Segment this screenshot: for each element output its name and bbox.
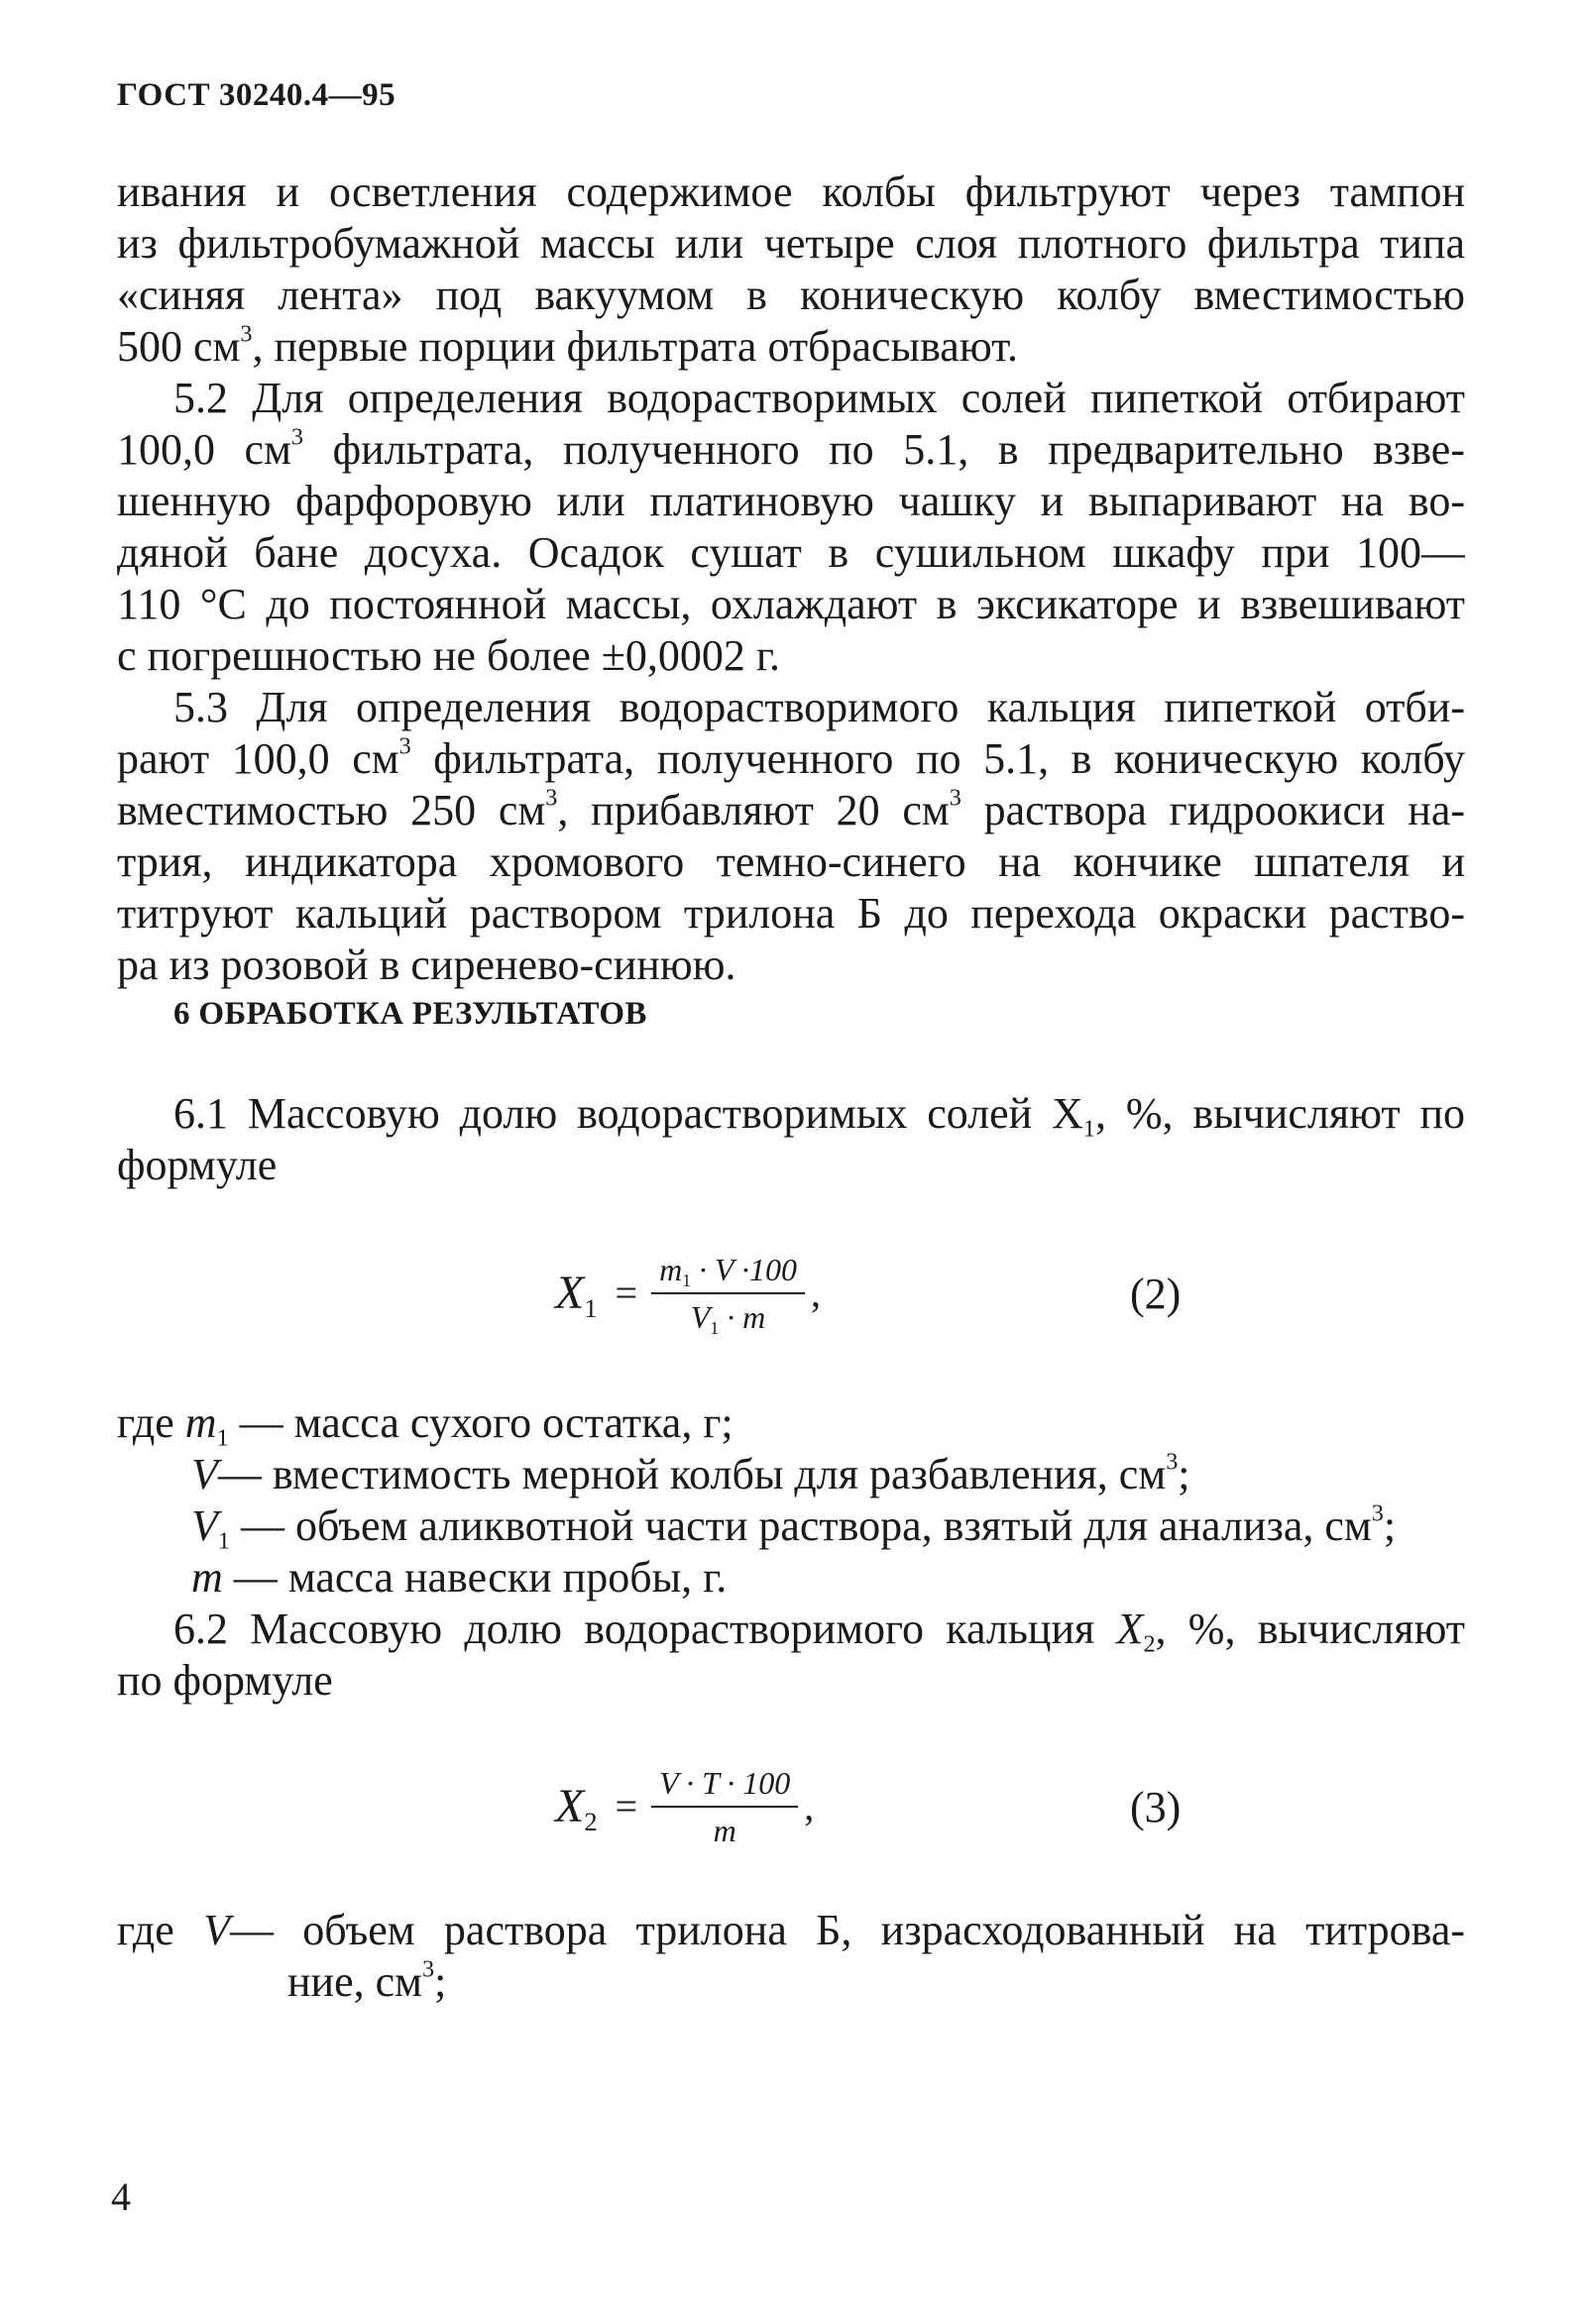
p52-line-2: 100,0 $см^3$ фильтрата, полученного по 5.1, в предварительно взве- (117, 424, 1465, 474)
formula-2-number: (2) (1130, 1270, 1182, 1318)
p52-line-1: 5.2 Для определения водорастворимых солей пипеткой отбирают (173, 374, 1465, 422)
p53-line-6: ра из розовой в сиренево-синюю. (117, 941, 736, 989)
formula-3: $X_2$ = $\frac{V \cdot T \cdot 100}{m}$ , (555, 1765, 815, 1848)
p53-line-5: титруют кальций раствором трилона Б до перехода окраски раство- (117, 889, 1465, 938)
formula-2-fraction: $\frac{m_1 \cdot V \cdot 100}{V_1 \cdot m}$ (651, 1251, 805, 1336)
section-heading: 6 ОБРАБОТКА РЕЗУЛЬТАТОВ (173, 996, 647, 1032)
p53-line-1: 5.3 Для определения водорастворимого кальция пипеткой отби- (173, 683, 1465, 731)
document-header: ГОСТ 30240.4—95 (117, 77, 396, 113)
where2-line-4: m — масса навески пробы, г. (191, 1553, 728, 1602)
p53-line-2: рают 100,0 $см^3$ фильтрата, полученного по 5.1, в коническую колбу (117, 733, 1465, 783)
p61-line-2: формуле (117, 1141, 278, 1189)
p52-line-3: шенную фарфоровую или платиновую чашку и выпаривают на во- (117, 477, 1465, 525)
p53-line-4: трия, индикатора хромового темно-синего на кончике шпателя и (117, 837, 1465, 886)
page-number: 4 (111, 2174, 131, 2219)
superscript: 3 (240, 320, 253, 348)
p52-line-6: с погрешностью не более ±0,0002 г. (117, 631, 781, 680)
intro-line-3: «синяя лента» под вакуумом в коническую колбу вместимостью (117, 271, 1465, 319)
intro-line-2: из фильтробумажной массы или четыре слоя плотного фильтра типа (117, 219, 1465, 268)
where3-line-1: где V— объем раствора трилона Б, израсходованный на титрова- (117, 1906, 1465, 1954)
formula-3-fraction: $\frac{V \cdot T \cdot 100}{m}$ (651, 1764, 798, 1849)
where3-line-2: ние, $см^3$; (287, 1955, 447, 2006)
formula-2: $X_1$ = $\frac{m_1 \cdot V \cdot 100}{V_1 \cdot m}$ , (555, 1252, 821, 1339)
where2-line-1: где $m_1$ — масса сухого остатка, г; (117, 1398, 734, 1452)
intro-line-1: ивания и осветления содержимое колбы фильтруют через тампон (117, 167, 1465, 216)
p62-line-1: 6.2 Массовую долю водорастворимого кальция $X_2$, %, вычисляют (173, 1605, 1465, 1655)
p53-line-3: вместимостью 250 $см^3$, прибавляют 20 $см^3$ раствора гидроокиси на- (117, 785, 1465, 834)
where2-line-3: $V_1$ — объем аликвотной части раствора, взятый для анализа, $см^3$; (191, 1499, 1397, 1555)
where2-line-2: V— вместимость мерной колбы для разбавления, $см^3$; (191, 1448, 1190, 1498)
p52-line-4: дяной бане досуха. Осадок сушат в сушильном шкафу при 100— (117, 528, 1465, 577)
p62-line-2: по формуле (117, 1656, 333, 1705)
p52-line-5: 110 °С до постоянной массы, охлаждают в эксикаторе и взвешивают (117, 580, 1465, 628)
intro-line-4: 500 $см^3$, первые порции фильтрата отбрасывают. (117, 320, 1019, 371)
formula-3-number: (3) (1130, 1783, 1182, 1831)
p61-line-1: 6.1 Массовую долю водорастворимых солей $X_1$, %, вычисляют по (173, 1089, 1465, 1140)
